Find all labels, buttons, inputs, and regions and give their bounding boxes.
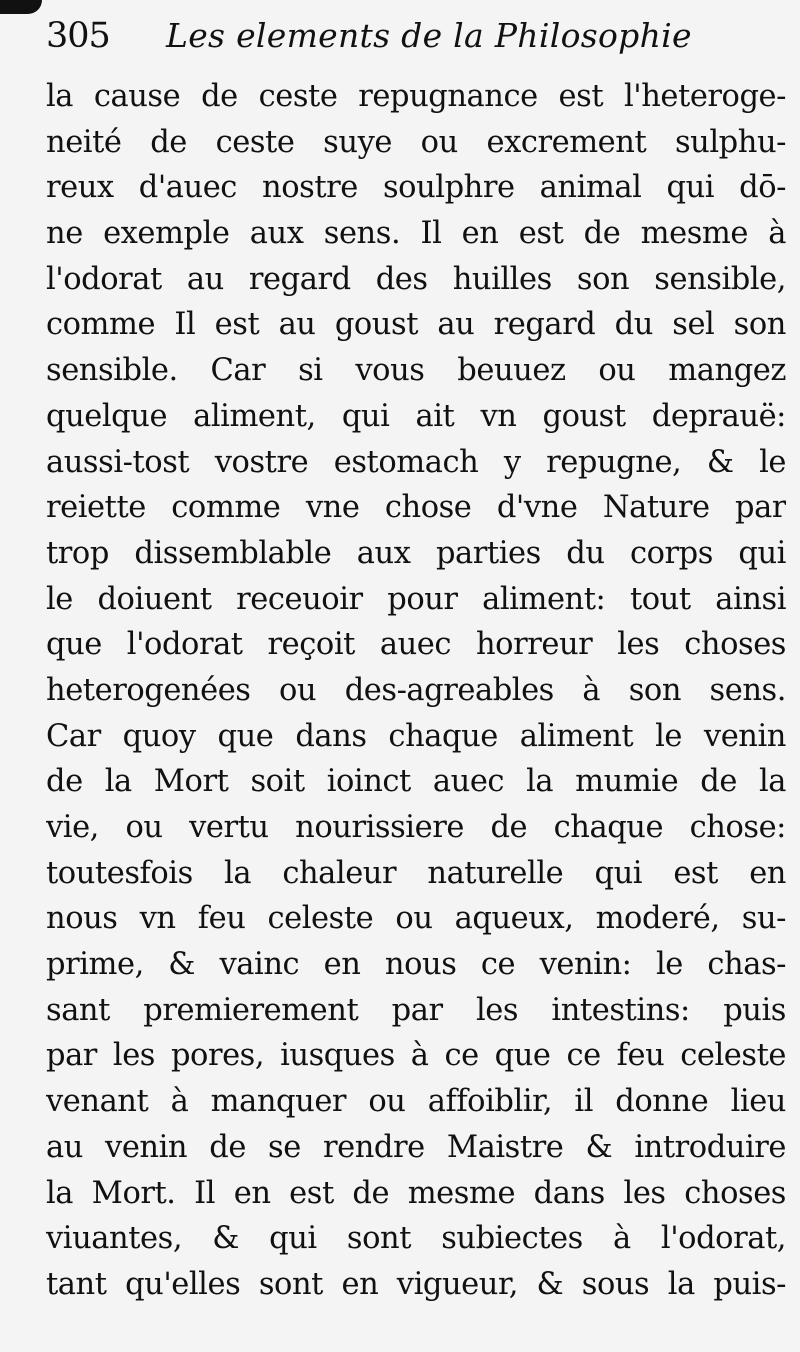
- text-line: prime, & vainc en nous ce venin: le chas-: [46, 947, 786, 983]
- text-line: de la Mort soit ioinct auec la mumie de la: [46, 764, 786, 800]
- text-line: viuantes, & qui sont subiectes à l'odorat,: [46, 1221, 786, 1257]
- text-line: heterogenées ou des-agreables à son sens.: [46, 672, 786, 708]
- text-line: comme Il est au goust au regard du sel son: [46, 307, 786, 343]
- text-line: sensible. Car si vous beuuez ou mangez: [46, 353, 786, 389]
- running-title: Les elements de la Philosophie: [166, 16, 692, 55]
- text-line: ne exemple aux sens. Il en est de mesme à: [46, 216, 786, 252]
- text-line: la cause de ceste repugnance est l'heteroge-: [46, 79, 786, 114]
- text-line: reiette comme vne chose d'vne Nature par: [46, 490, 786, 526]
- corner-ink-mark: [0, 0, 42, 14]
- text-line: reux d'auec nostre soulphre animal qui dō-: [46, 170, 786, 206]
- text-line: nous vn feu celeste ou aqueux, moderé, su-: [46, 901, 786, 937]
- text-line: sant premierement par les intestins: puis: [46, 992, 786, 1028]
- text-line: tant qu'elles sont en vigueur, & sous la puis-: [46, 1266, 786, 1302]
- text-line: trop dissemblable aux parties du corps qui: [46, 535, 786, 571]
- text-line: la Mort. Il en est de mesme dans les choses: [46, 1175, 786, 1211]
- text-line: vie, ou vertu nourissiere de chaque chose:: [46, 810, 786, 845]
- text-line: neité de ceste suye ou excrement sulphu-: [46, 124, 786, 160]
- text-line: l'odorat au regard des huilles son sensible,: [46, 261, 786, 297]
- text-line: au venin de se rendre Maistre & introduire: [46, 1129, 786, 1165]
- body-text: [46, 74, 786, 1308]
- text-line: le doiuent receuoir pour aliment: tout ainsi: [46, 581, 786, 617]
- text-line: par les pores, iusques à ce que ce feu celeste: [46, 1038, 786, 1074]
- text-line: quelque aliment, qui ait vn goust deprauë:: [46, 398, 786, 434]
- text-line: toutesfois la chaleur naturelle qui est en: [46, 855, 786, 891]
- text-line: que l'odorat reçoit auec horreur les choses: [46, 627, 786, 663]
- text-line: venant à manquer ou affoiblir, il donne lieu: [46, 1084, 786, 1120]
- text-line: Car quoy que dans chaque aliment le venin: [46, 718, 786, 754]
- text-line: aussi-tost vostre estomach y repugne, & le: [46, 444, 786, 480]
- page-number: 305: [46, 16, 110, 56]
- running-head: [46, 16, 766, 72]
